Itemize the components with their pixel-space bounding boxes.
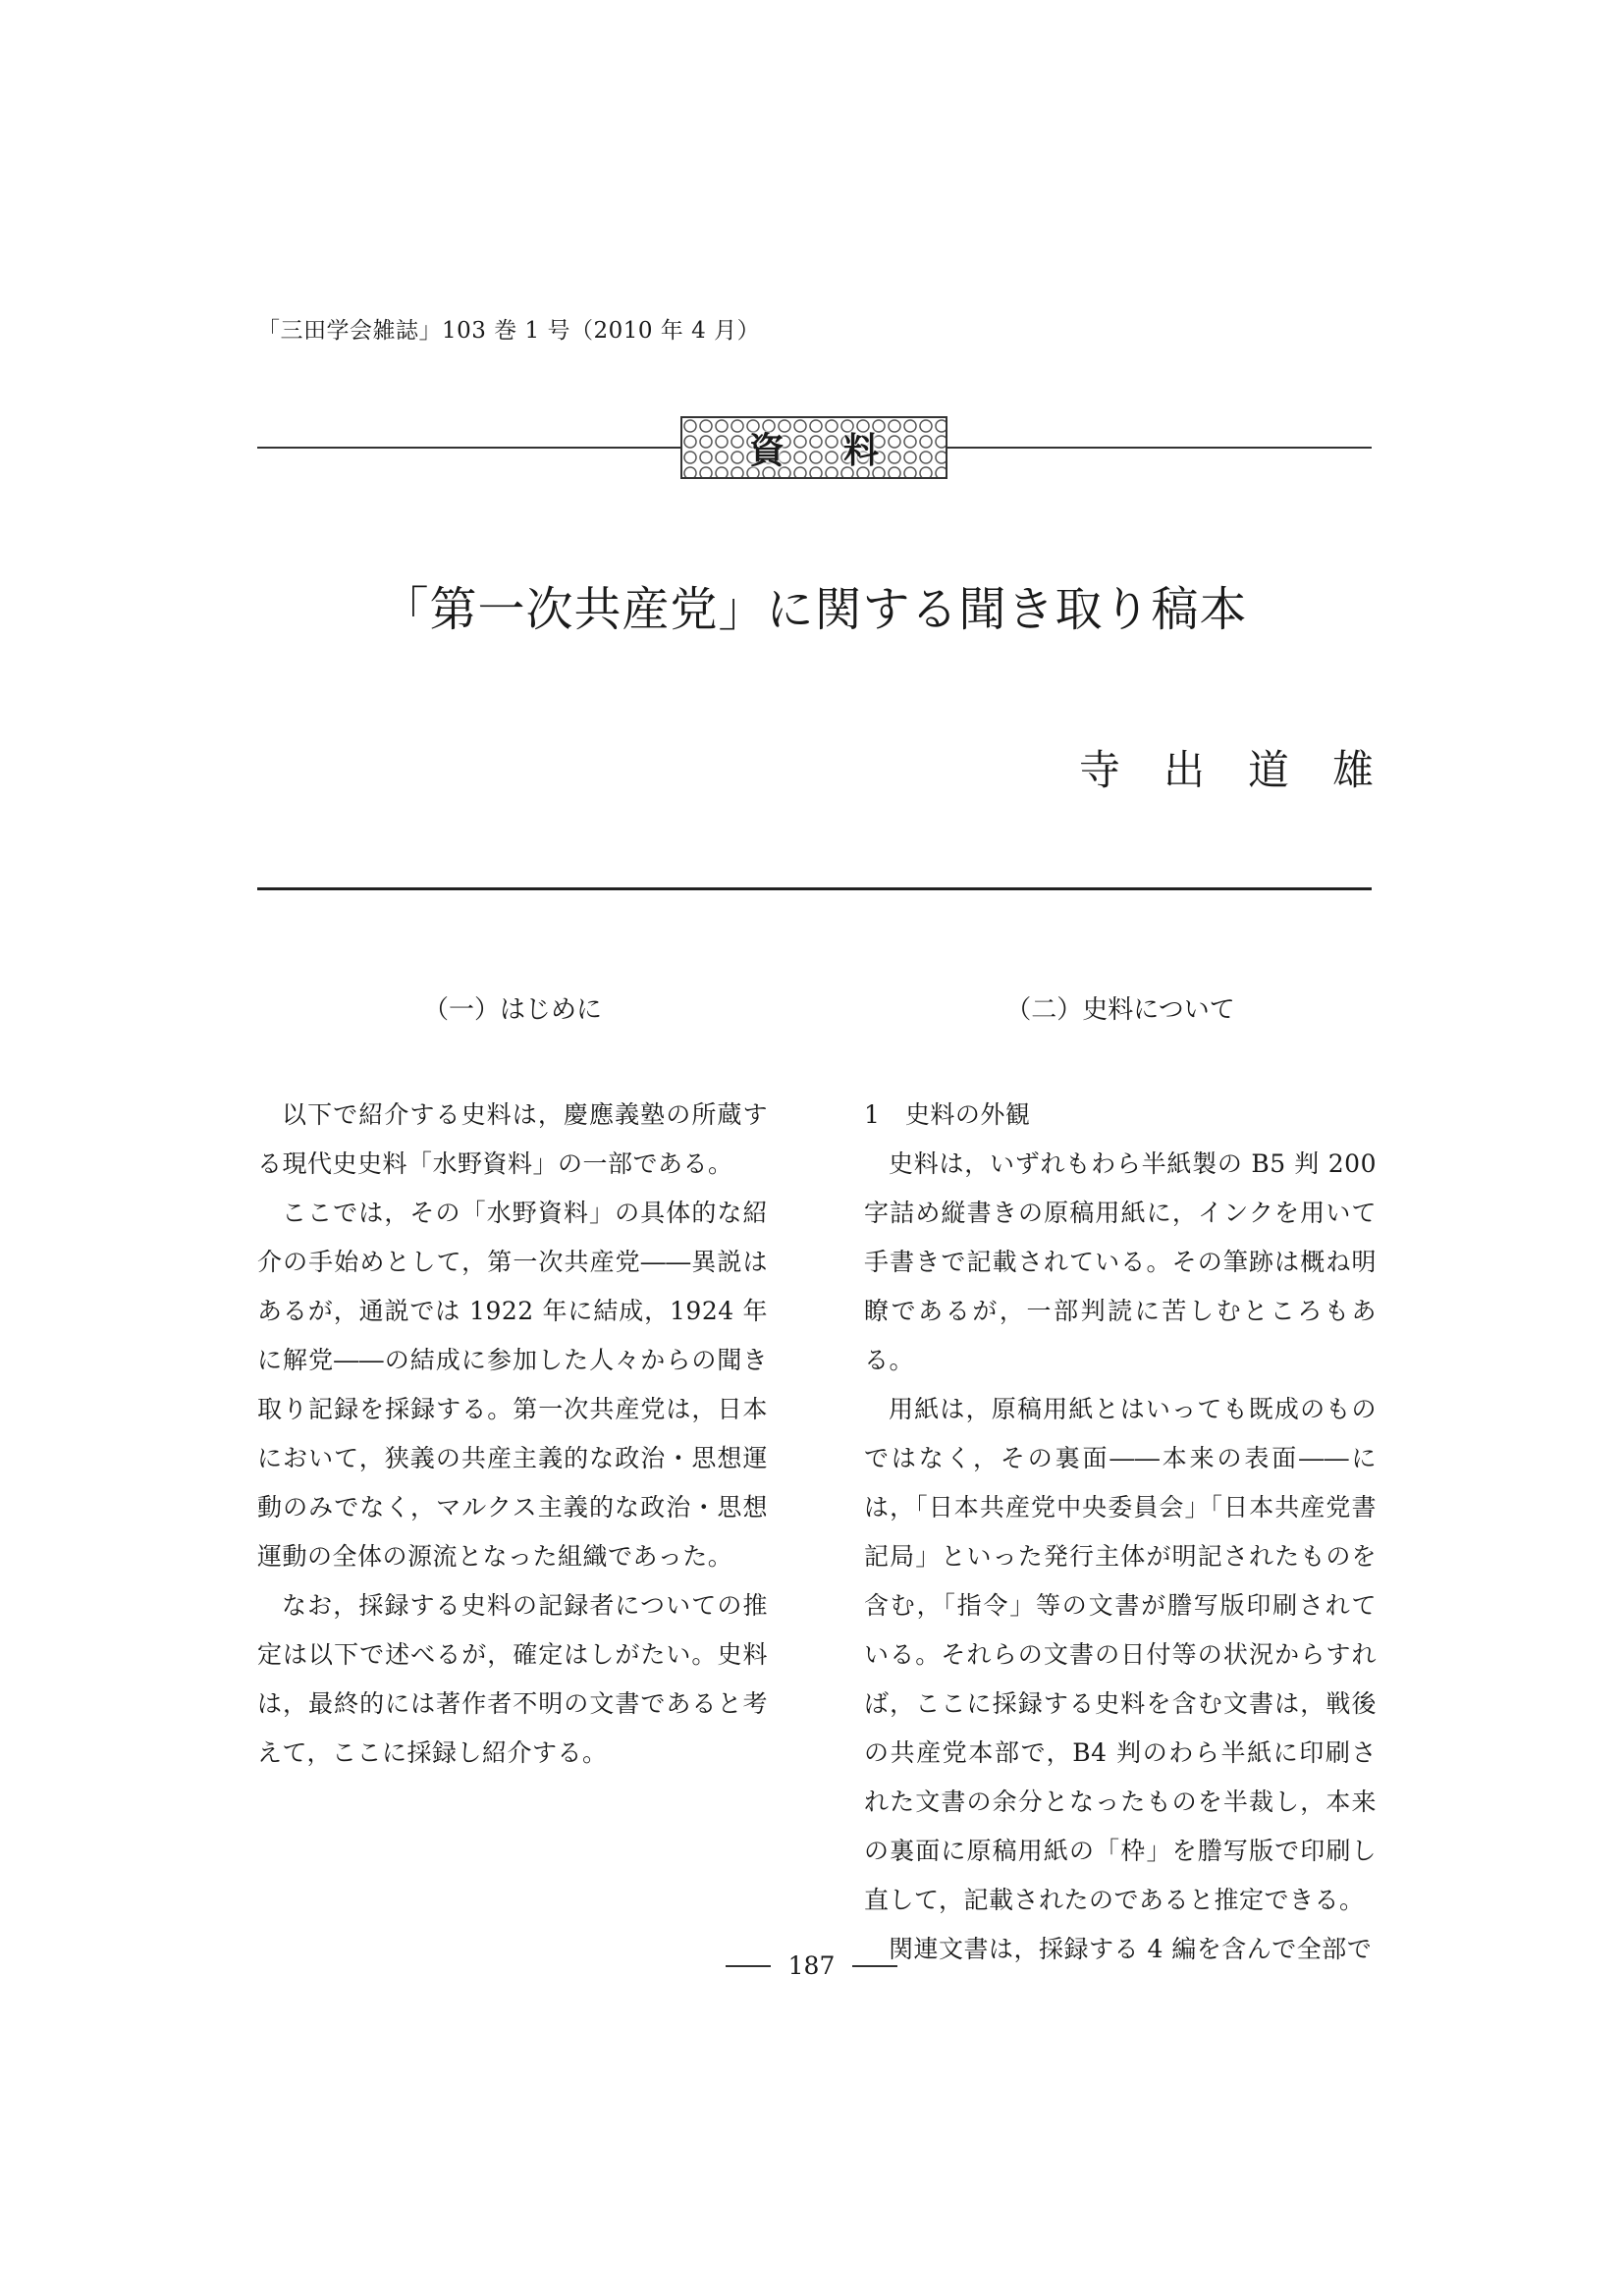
paragraph: なお，採録する史料の記録者についての推定は以下で述べるが，確定はしがたい。史料は，最終的には著作者不明の文書であると考えて，ここに採録し紹介する。 [257,1591,768,1767]
section-heading-intro: （一）はじめに [422,995,602,1025]
left-column [257,987,768,1778]
badge-rule-right [947,447,1372,449]
footer-dash-right [852,1965,897,1967]
journal-header: 「三田学会雑誌」103 巻 1 号（2010 年 4 月） [257,318,761,344]
page-footer [0,1951,1623,1980]
subsection-heading: 1 史料の外観 [864,1100,1031,1129]
left-column-body [257,1091,768,1778]
article-title: 「第一次共産党」に関する聞き取り稿本 [381,582,1248,637]
section-badge-label: 資料 [748,429,938,471]
right-column [864,987,1377,1974]
page-number: 187 [787,1951,836,1980]
article-author: 寺出道雄 [1078,746,1417,794]
paragraph: 史料は，いずれもわら半紙製の B5 判 200 字詰め縦書きの原稿用紙に，インクを用いて手書きで記載されている。その筆跡は概ね明瞭であるが，一部判読に苦しむところもある。 [864,1149,1377,1374]
paragraph: 用紙は，原稿用紙とはいっても既成のものではなく，その裏面――本来の表面――には，「日本共産党中央委員会」「日本共産党書記局」といった発行主体が明記されたものを含む，「指令」等の文書が謄写版印刷されている。それらの文書の日付等の状況からすれば，ここに採録する史料を含む文書は，戦後の共産党本部で，B4 判のわら半紙に印刷された文書の余分となったものを半裁し，本来の裏面に原稿用紙の「枠」を謄写版で印刷し直して，記載されたのであると推定できる。 [864,1395,1377,1914]
paragraph: 以下で紹介する史料は，慶應義塾の所蔵する現代史史料「水野資料」の一部である。 [257,1100,768,1178]
section-heading-sources: （二）史料について [1005,995,1235,1025]
paragraph: ここでは，その「水野資料」の具体的な紹介の手始めとして，第一次共産党――異説はあるが，通説では 1922 年に結成，1924 年に解党――の結成に参加した人々からの聞き取り記録を採録する。第一次共産党は，日本において，狭義の共産主義的な政治・思想運動のみでなく，マルクス主義的な政治・思想運動の全体の源流となった組織であった。 [257,1199,768,1571]
paragraph: 関連文書は，採録する 4 編を含んで全部で [889,1935,1373,1963]
right-column-body [864,1091,1377,1974]
header-divider [257,887,1372,890]
badge-rule-left [257,447,680,449]
footer-dash-left [726,1965,771,1967]
section-badge [680,416,947,479]
